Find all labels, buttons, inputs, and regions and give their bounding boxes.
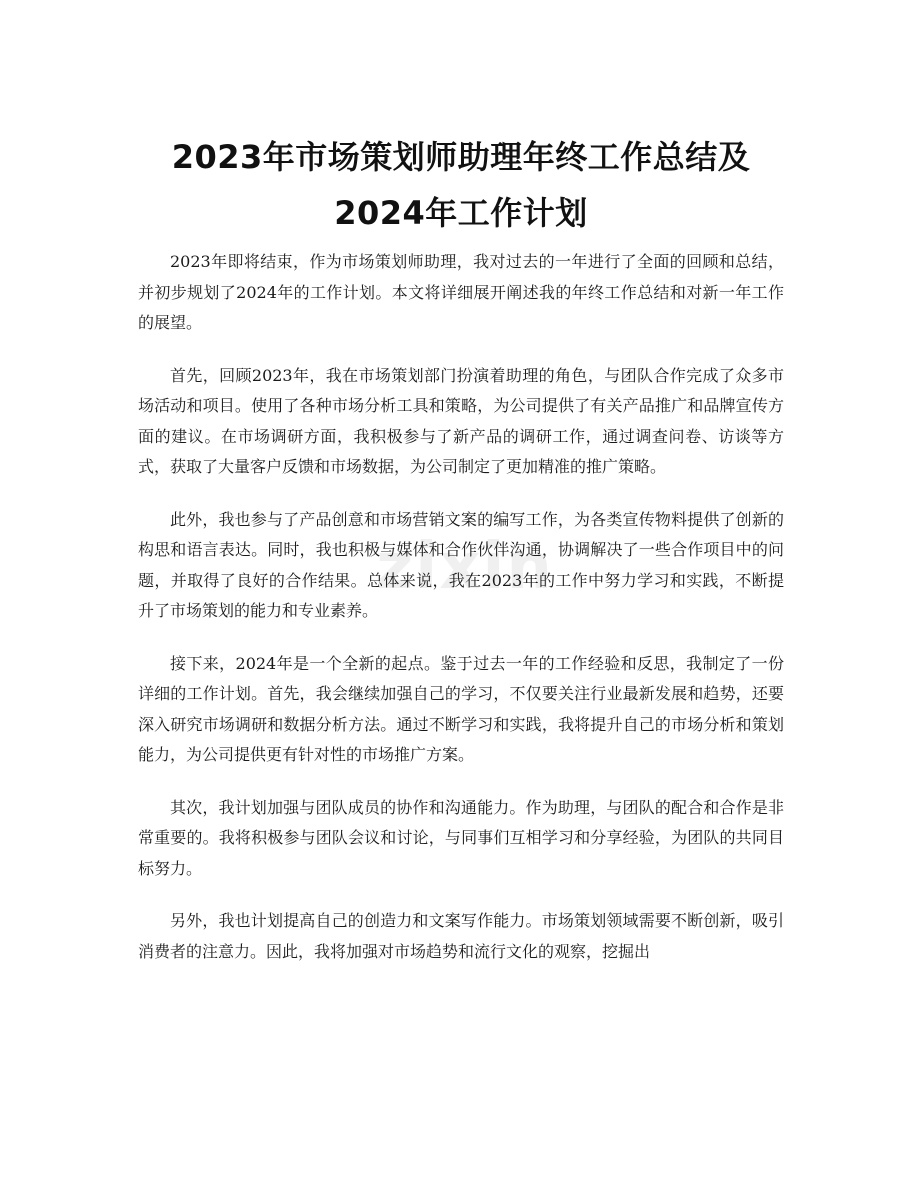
document-body: [138, 247, 784, 989]
paragraph-review-2023: 首先，回顾2023年，我在市场策划部门扮演着助理的角色，与团队合作完成了众多市场活动和项目。使用了各种市场分析工具和策略，为公司提供了有关产品推广和品牌宣传方面的建议。在市场调研方面，我积极参与了新产品的调研工作，通过调查问卷、访谈等方式，获取了大量客户反馈和市场数据，为公司制定了更加精准的推广策略。: [138, 365, 784, 476]
paragraph-teamwork: 其次，我计划加强与团队成员的协作和沟通能力。作为助理，与团队的配合和合作是非常重要的。我将积极参与团队会议和讨论，与同事们互相学习和分享经验，为团队的共同目标努力。: [138, 797, 784, 878]
paragraph-additional-work: 此外，我也参与了产品创意和市场营销文案的编写工作，为各类宣传物料提供了创新的构思和语言表达。同时，我也积极与媒体和合作伙伴沟通，协调解决了一些合作项目中的问题，并取得了良好的合作结果。总体来说，我在2023年的工作中努力学习和实践，不断提升了市场策划的能力和专业素养。: [138, 509, 784, 620]
paragraph-creativity: 另外，我也计划提高自己的创造力和文案写作能力。市场策划领域需要不断创新，吸引消费者的注意力。因此，我将加强对市场趋势和流行文化的观察，挖掘出: [138, 911, 784, 961]
document-title: 2023年市场策划师助理年终工作总结及2024年工作计划: [171, 138, 751, 233]
paragraph-plan-2024: 接下来，2024年是一个全新的起点。鉴于过去一年的工作经验和反思，我制定了一份详细的工作计划。首先，我会继续加强自己的学习，不仅要关注行业最新发展和趋势，还要深入研究市场调研和数据分析方法。通过不断学习和实践，我将提升自己的市场分析和策划能力，为公司提供更有针对性的市场推广方案。: [138, 653, 784, 764]
watermark-logo: zixin: [376, 530, 554, 604]
paragraph-intro: 2023年即将结束，作为市场策划师助理，我对过去的一年进行了全面的回顾和总结，并初步规划了2024年的工作计划。本文将详细展开阐述我的年终工作总结和对新一年工作的展望。: [138, 252, 784, 332]
